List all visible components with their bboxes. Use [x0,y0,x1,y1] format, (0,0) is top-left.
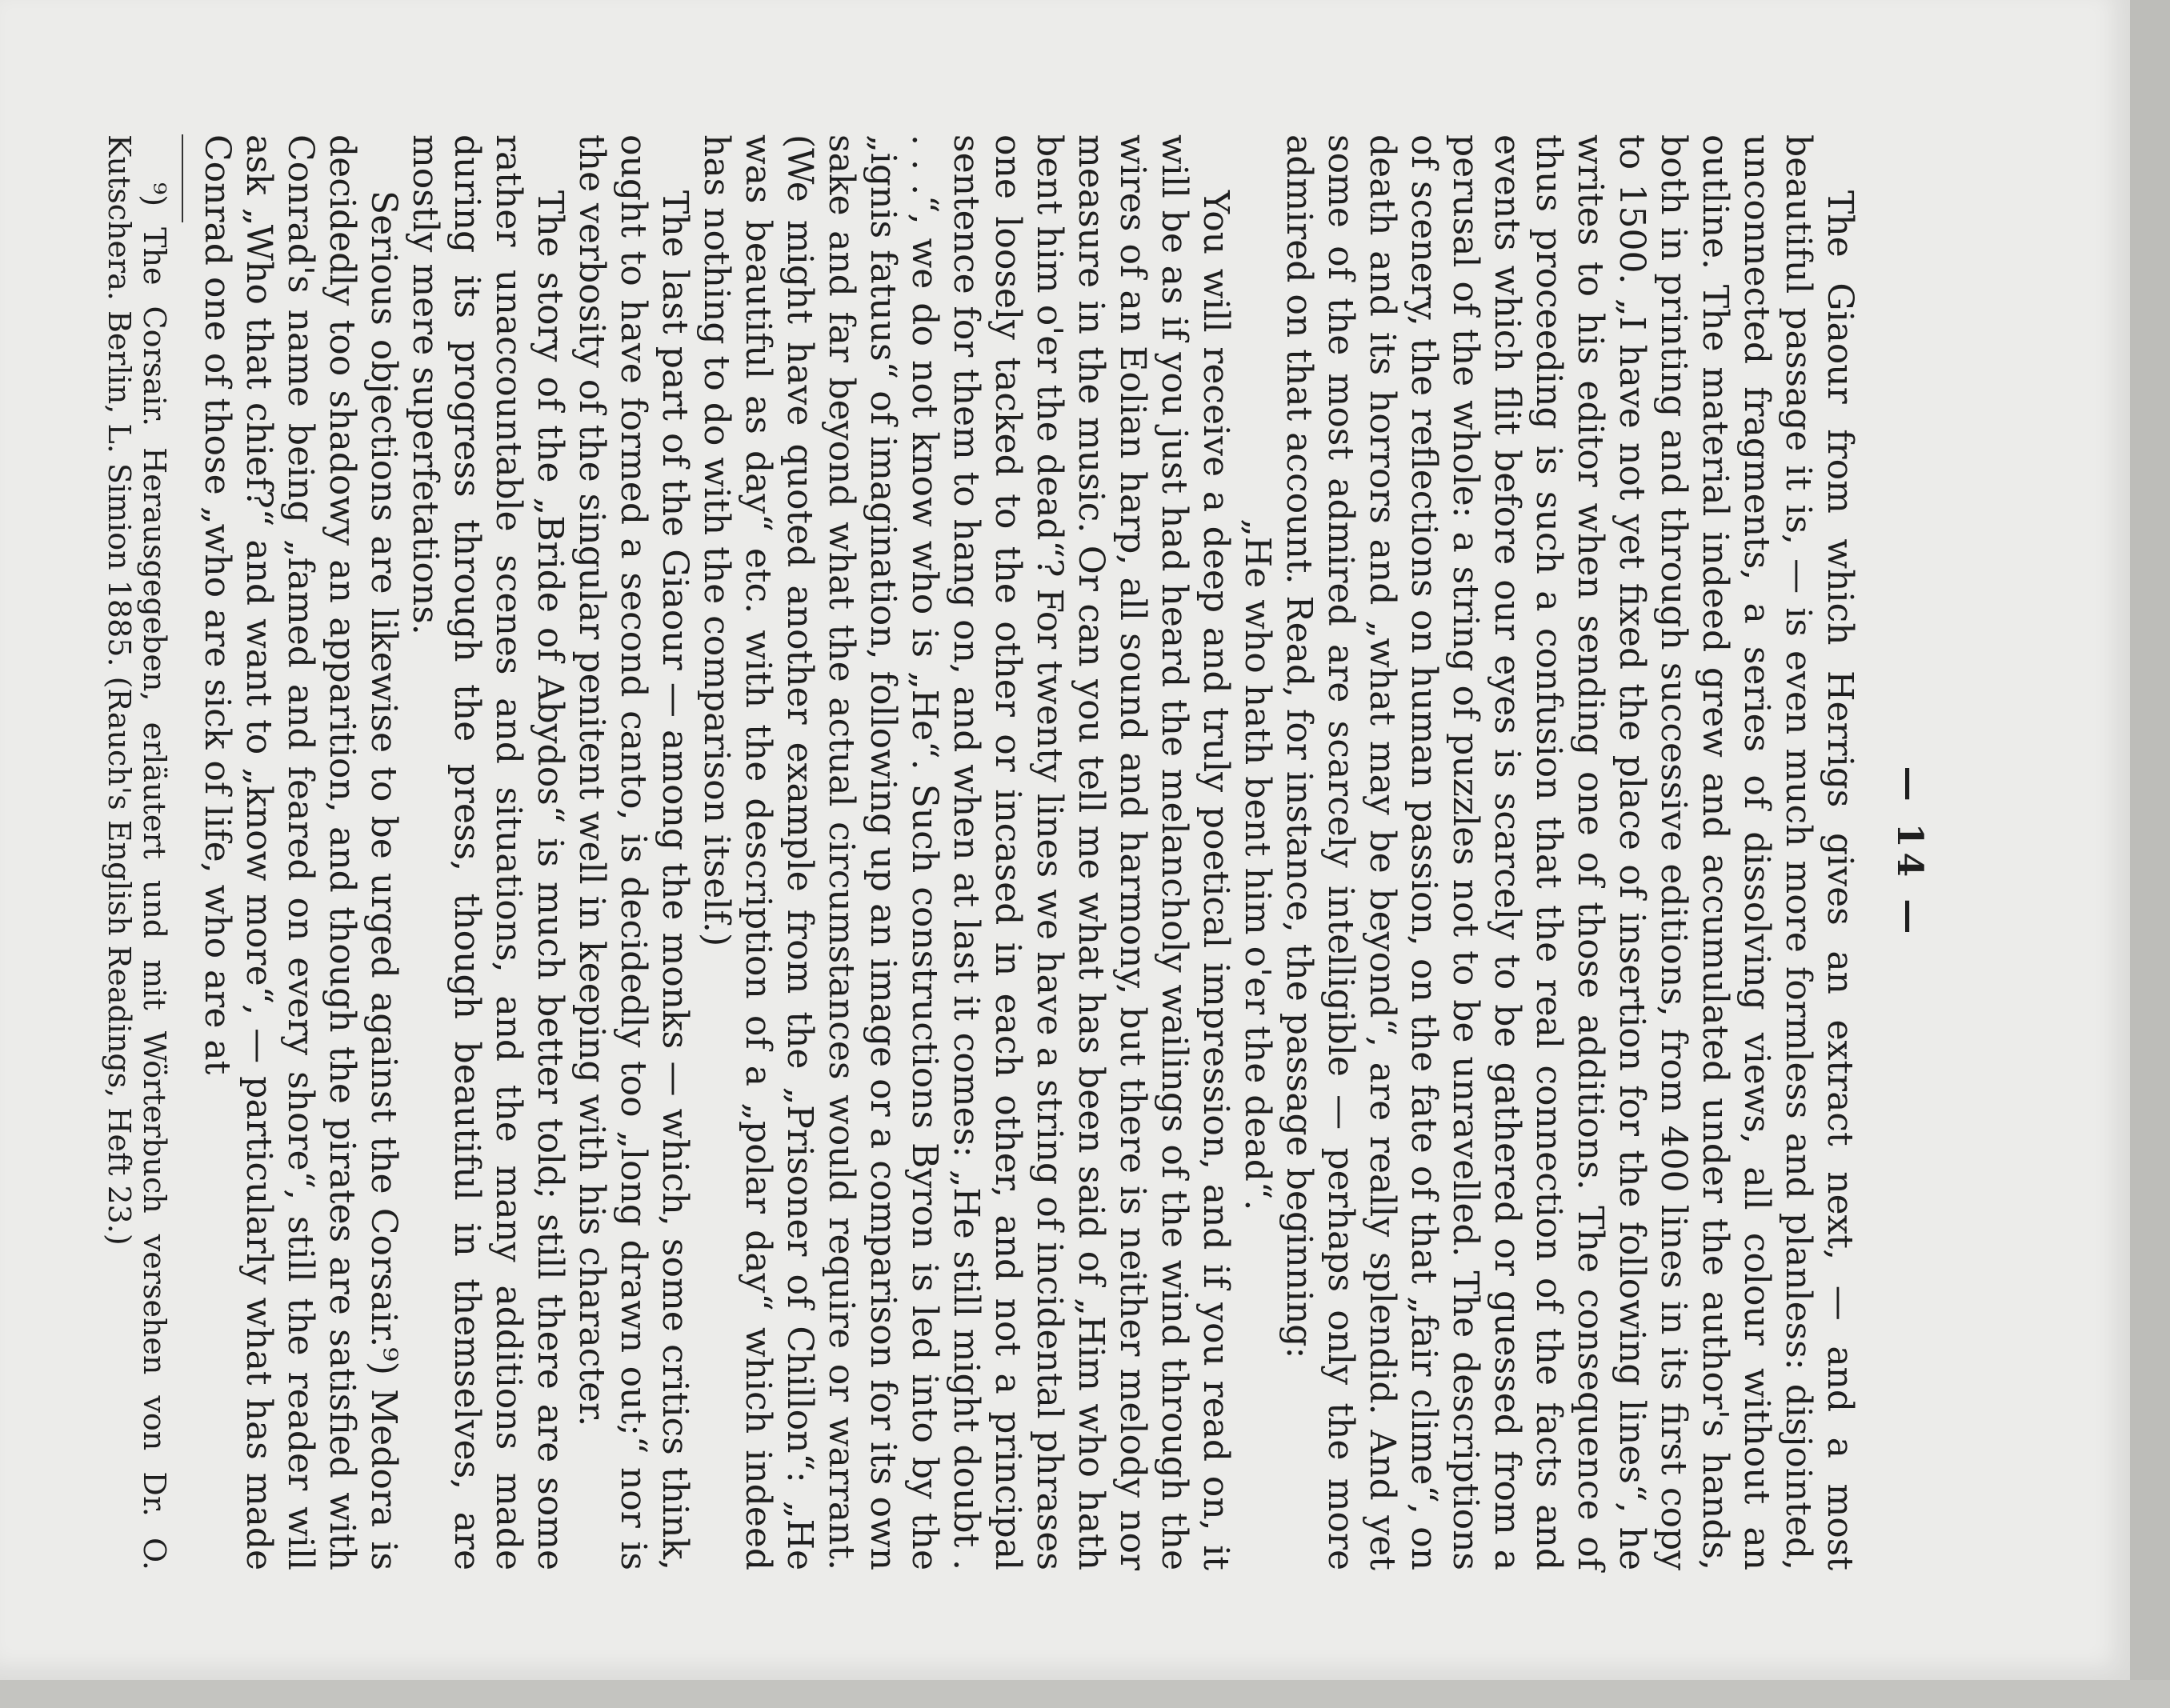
printed-page [102,134,1930,1570]
paragraph-last-part: The last part of the Giaour — among the monks — which, some critics think, ought to have formed a second canto, is decidedly too „long drawn out;“ nor is the verbosity of the singular penitent well in keeping with his character. [571,134,695,1570]
footnote: ⁹) The Corsair. Herausgegeben, erläutert und mit Wörterbuch versehen von Dr. O. Kutschera. Berlin, L. Simion 1885. (Rauch's English Readings, Heft 23.) [102,134,172,1570]
page-body [196,134,1860,1570]
footnote-divider [182,134,183,222]
paragraph-impression: You will receive a deep and truly poetical impression, and if you read on, it will be as if you just had heard the melancholy wailings of the wind through the wires of an Eolian harp, all sound and harmony, but there is neither melody nor measure in the music. Or can you tell me what has been said of „Him who hath bent him o'er the dead“? For twenty lines we have a string of incidental phrases one loosely tacked to the other or incased in each other, and not a principal sentence for them to hang on, and when at last it comes: „He still might doubt . . . .“, we do not know who is „He“. Such constructions Byron is led into by the „ignis fatuus“ of imagination, following up an image or a comparison for its own sake and far beyond what the actual circumstances would require or warrant. (We might have quoted another example from the „Prisoner of Chillon“: „He was beautiful as day“ etc. with the description of a „polar day“ which indeed has nothing to do with the comparison itself.) [696,134,1236,1570]
paragraph-bride-of-abydos: The story of the „Bride of Abydos“ is much better told; still there are some rather unaccountable scenes and situations, and the many additions made during its progress through the press, though beautiful in themselves, are mostly mere superfetations. [405,134,571,1570]
page-number: — 14 — [1889,766,1930,939]
paragraph-giaour: The Giaour from which Herrigs gives an extract next, — and a most beautiful passage it is, — is even much more formless and planless: disjointed, unconnected fragments, a series of dissolving views, all colour without an outline. The material indeed grew and accumulated under the author's hands, both in printing and through successive editions, from 400 lines in its first copy to 1500. „I have not yet fixed the place of insertion for the following lines“, he writes to his editor when sending one of those additions. The consequence of thus proceeding is such a confusion that the real connection of the facts and events which flit before our eyes is scarcely to be gathered or guessed from a perusal of the whole: a string of puzzles not to be unravelled. The descriptions of scenery, the reflections on human passion, on the fate of that „fair clime“, on death and its horrors and „what may be beyond“, are really splendid. And yet some of the most admired are scarcely intelligible — perhaps only the more admired on that account. Read, for instance, the passage beginning: [1279,134,1860,1570]
paragraph-corsair: Serious objections are likewise to be urged against the Corsair.⁹) Medora is decidedly too shadowy an apparition, and though the pirates are satisfied with Conrad's name being „famed and feared on every shore“, still the reader will ask „Who that chief?“ and want to „know more“, — particularly what has made Conrad one of those „who are sick of life, who are at [197,134,404,1570]
scanner-edge-right [2130,0,2170,1708]
scanner-edge-bottom [0,1680,2170,1708]
quoted-line: „He who hath bent him o'er the dead“. [1237,518,1278,1211]
